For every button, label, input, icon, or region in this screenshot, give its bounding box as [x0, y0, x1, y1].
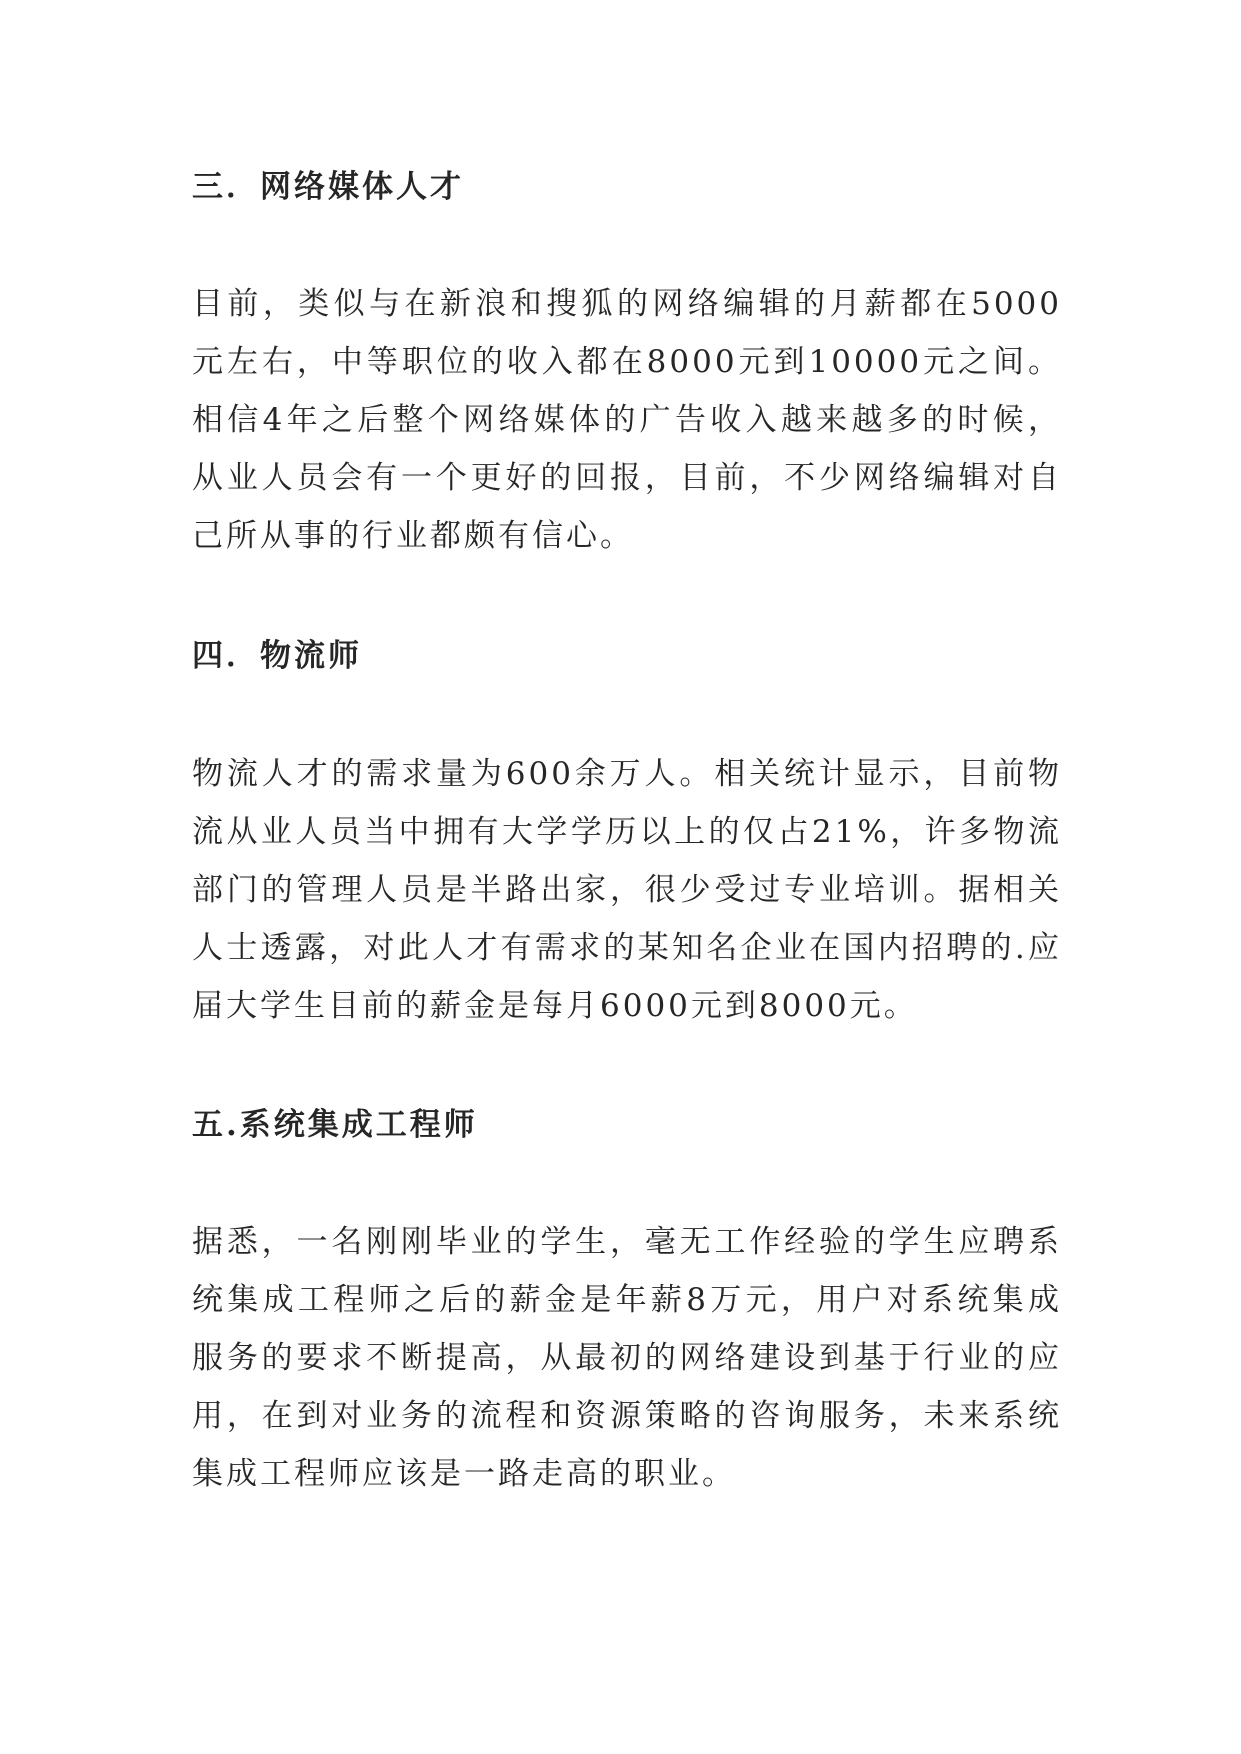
section-heading-network-media: 三．网络媒体人才 [192, 169, 464, 205]
section-body-network-media: 目前，类似与在新浪和搜狐的网络编辑的月薪都在5000元左右，中等职位的收入都在8000元到10000元之间。相信4年之后整个网络媒体的广告收入越来越多的时候，从业人员会有一个更好的回报，目前，不少网络编辑对自己所从事的行业都颇有信心。 [192, 286, 1062, 554]
section-heading-system-integration: 五.系统集成工程师 [192, 1107, 478, 1143]
section-body-logistics: 物流人才的需求量为600余万人。相关统计显示，目前物流从业人员当中拥有大学学历以上的仅占21%，许多物流部门的管理人员是半路出家，很少受过专业培训。据相关人士透露，对此人才有需求的某知名企业在国内招聘的.应届大学生目前的薪金是每月6000元到8000元。 [192, 756, 1062, 1024]
section-heading-logistics: 四．物流师 [192, 638, 362, 674]
section-body-system-integration: 据悉，一名刚刚毕业的学生，毫无工作经验的学生应聘系统集成工程师之后的薪金是年薪8万元，用户对系统集成服务的要求不断提高，从最初的网络建设到基于行业的应用，在到对业务的流程和资源策略的咨询服务，未来系统集成工程师应该是一路走高的职业。 [192, 1224, 1062, 1492]
